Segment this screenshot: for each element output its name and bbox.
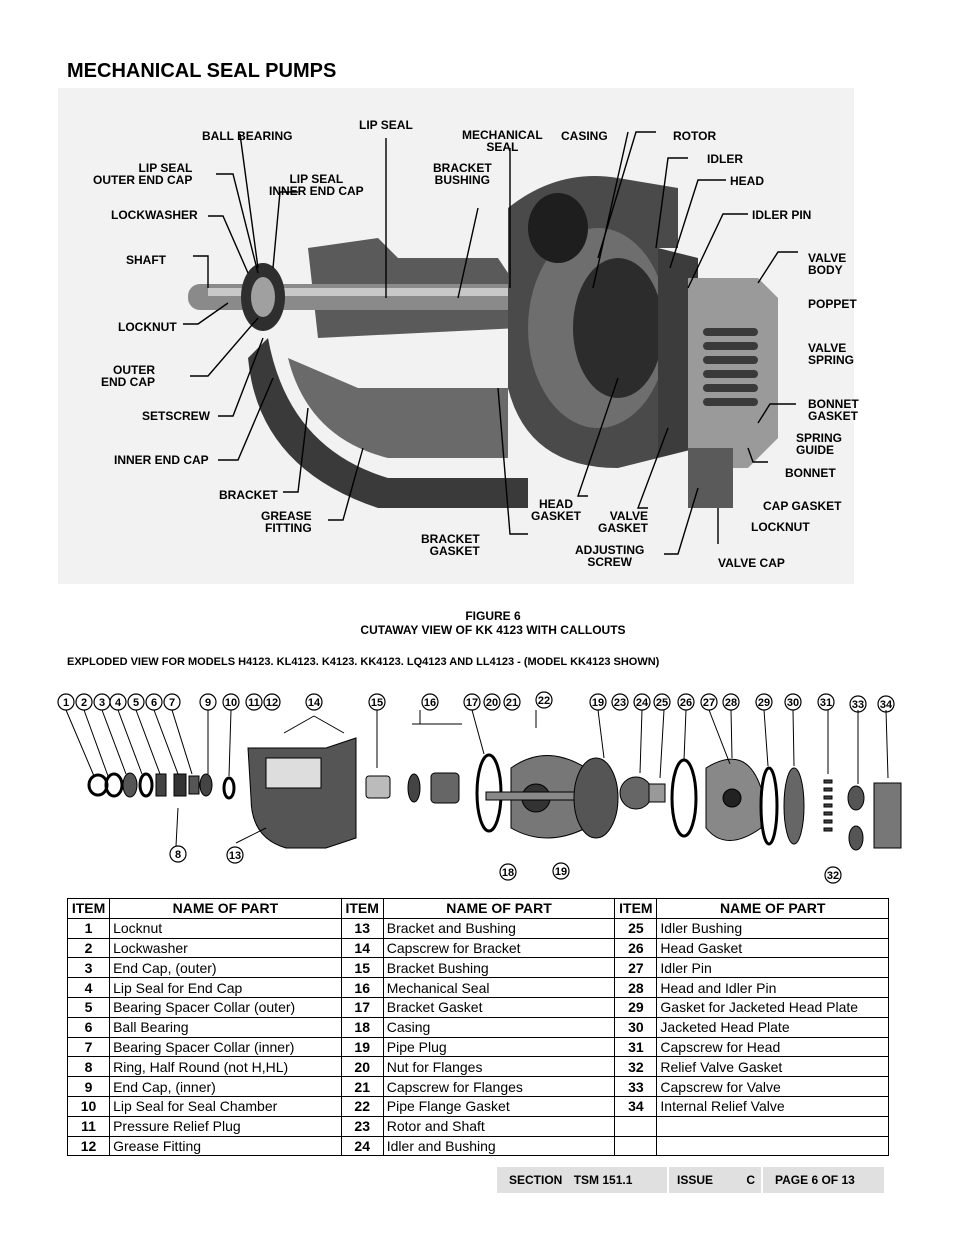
part-number-label: 3 [98,697,106,709]
callout-head-gasket: HEAD GASKET [531,497,582,523]
callout-valve-gasket: VALVE GASKET [598,509,649,535]
part-name-cell: Capscrew for Flanges [383,1077,615,1097]
callout-mechanical-seal: MECHANICAL SEAL [462,128,543,154]
item-number-cell: 29 [615,997,657,1017]
callout-shaft: SHAFT [126,253,166,267]
part-number-label: 19 [591,697,605,709]
item-number-cell: 7 [68,1037,110,1057]
part-name-cell: Bearing Spacer Collar (inner) [110,1037,342,1057]
part-name-cell: Lip Seal for End Cap [110,978,342,998]
footer-issue [669,1167,761,1193]
callout-lockwasher: LOCKWASHER [111,208,198,222]
part-number-label: 8 [174,849,182,861]
item-number-cell [615,1116,657,1136]
table-row [68,918,889,938]
item-number-cell: 17 [341,997,383,1017]
table-row [68,1096,889,1116]
figure-description: CUTAWAY VIEW OF KK 4123 WITH CALLOUTS [360,623,626,637]
callout-poppet: POPPET [808,297,857,311]
part-name-cell: Ball Bearing [110,1017,342,1037]
item-number-cell: 20 [341,1057,383,1077]
item-number-cell: 11 [68,1116,110,1136]
part-number-label: 24 [635,697,649,709]
table-row [68,1057,889,1077]
item-number-cell: 8 [68,1057,110,1077]
table-row [68,1017,889,1037]
part-name-cell: Bracket and Bushing [383,918,615,938]
table-row [68,1136,889,1156]
item-number-cell: 14 [341,938,383,958]
part-name-cell: Locknut [110,918,342,938]
part-number-label: 34 [879,699,893,711]
part-name-cell: Gasket for Jacketed Head Plate [657,997,889,1017]
part-name-cell: Relief Valve Gasket [657,1057,889,1077]
figure-caption [280,609,706,637]
item-number-cell: 30 [615,1017,657,1037]
part-name-cell: Casing [383,1017,615,1037]
callout-bracket: BRACKET [219,488,278,502]
item-number-cell: 5 [68,997,110,1017]
item-number-cell: 25 [615,918,657,938]
part-name-cell: End Cap, (inner) [110,1077,342,1097]
col-item-1: ITEM [68,899,110,919]
item-number-cell: 10 [68,1096,110,1116]
part-number-label: 5 [132,697,140,709]
footer-page-number: PAGE 6 OF 13 [775,1173,855,1187]
item-number-cell: 32 [615,1057,657,1077]
callout-inner-end-cap: INNER END CAP [114,453,209,467]
figure-number: FIGURE 6 [465,609,521,623]
part-name-cell: End Cap, (outer) [110,958,342,978]
part-name-cell: Ring, Half Round (not H,HL) [110,1057,342,1077]
part-name-cell: Idler Pin [657,958,889,978]
table-row [68,997,889,1017]
col-name-3: NAME OF PART [657,899,889,919]
part-number-label: 2 [80,697,88,709]
part-name-cell: Bearing Spacer Collar (outer) [110,997,342,1017]
callout-lip-seal-inner-end-cap: LIP SEAL INNER END CAP [269,172,364,198]
callout-cap-gasket: CAP GASKET [763,499,842,513]
exploded-view-illustration [56,688,902,888]
callout-rotor: ROTOR [673,129,717,143]
part-name-cell: Capscrew for Valve [657,1077,889,1097]
part-number-label: 14 [307,697,321,709]
part-number-label: 32 [826,870,840,882]
part-number-label: 23 [613,697,627,709]
item-number-cell: 16 [341,978,383,998]
callout-bonnet: BONNET [785,466,836,480]
footer-section-value: TSM 151.1 [573,1173,633,1187]
part-number-label: 16 [423,697,437,709]
callout-locknut: LOCKNUT [118,320,177,334]
callout-idler-pin: IDLER PIN [752,208,812,222]
callout-adjusting-screw: ADJUSTING SCREW [575,543,645,569]
table-row [68,1116,889,1136]
part-number-label: 33 [851,699,865,711]
part-name-cell: Jacketed Head Plate [657,1017,889,1037]
item-number-cell: 23 [341,1116,383,1136]
callout-valve-body: VALVE BODY [808,251,847,277]
item-number-cell: 28 [615,978,657,998]
part-name-cell: Nut for Flanges [383,1057,615,1077]
part-name-cell: Internal Relief Valve [657,1096,889,1116]
part-number-label: 6 [150,697,158,709]
part-number-label: 19 [554,866,568,878]
part-name-cell: Idler and Bushing [383,1136,615,1156]
item-number-cell: 33 [615,1077,657,1097]
item-number-cell: 31 [615,1037,657,1057]
table-row [68,1077,889,1097]
footer-section [497,1167,667,1193]
part-number-label: 30 [786,697,800,709]
callout-outer-end-cap: OUTER END CAP [101,363,156,389]
part-number-label: 1 [62,697,70,709]
part-name-cell [657,1136,889,1156]
item-number-cell: 27 [615,958,657,978]
part-name-cell: Pipe Flange Gasket [383,1096,615,1116]
part-number-label: 7 [168,697,176,709]
part-name-cell: Capscrew for Bracket [383,938,615,958]
item-number-cell: 34 [615,1096,657,1116]
callout-casing: CASING [561,129,608,143]
part-number-label: 18 [501,867,515,879]
col-item-3: ITEM [615,899,657,919]
item-number-cell: 12 [68,1136,110,1156]
item-number-cell [615,1136,657,1156]
part-number-label: 29 [757,697,771,709]
item-number-cell: 4 [68,978,110,998]
item-number-cell: 24 [341,1136,383,1156]
callout-lip-seal-outer-end-cap: LIP SEAL OUTER END CAP [93,161,193,187]
callout-valve-cap: VALVE CAP [718,556,785,570]
part-number-label: 4 [114,697,122,709]
callout-valve-spring: VALVE SPRING [808,341,855,367]
callout-lip-seal: LIP SEAL [359,118,413,132]
callout-spring-guide: SPRING GUIDE [796,431,843,457]
item-number-cell: 3 [68,958,110,978]
part-number-label: 13 [228,850,242,862]
callout-setscrew: SETSCREW [142,409,211,423]
item-number-cell: 18 [341,1017,383,1037]
item-number-cell: 22 [341,1096,383,1116]
part-number-label: 21 [505,697,519,709]
item-number-cell: 15 [341,958,383,978]
part-number-label: 12 [265,697,279,709]
callout-bracket-gasket: BRACKET GASKET [421,532,480,558]
callout-idler: IDLER [707,152,743,166]
part-name-cell: Lip Seal for Seal Chamber [110,1096,342,1116]
item-number-cell: 26 [615,938,657,958]
callout-bracket-bushing: BRACKET BUSHING [433,161,492,187]
part-number-label: 11 [248,697,260,709]
col-name-2: NAME OF PART [383,899,615,919]
part-number-label: 15 [370,697,384,709]
part-name-cell: Idler Bushing [657,918,889,938]
part-number-label: 9 [204,697,212,709]
part-name-cell: Head and Idler Pin [657,978,889,998]
table-row [68,978,889,998]
part-number-label: 26 [679,697,693,709]
part-number-label: 28 [724,697,738,709]
callout-ball-bearing: BALL BEARING [202,129,293,143]
part-number-label: 31 [819,697,833,709]
item-number-cell: 21 [341,1077,383,1097]
part-name-cell: Bracket Bushing [383,958,615,978]
part-name-cell: Bracket Gasket [383,997,615,1017]
callout-bonnet-gasket: BONNET GASKET [808,397,859,423]
callout-head: HEAD [730,174,765,188]
table-row [68,938,889,958]
part-name-cell: Head Gasket [657,938,889,958]
part-number-label: 10 [224,697,238,709]
footer-issue-value: C [746,1173,756,1187]
callout-grease-fitting: GREASE FITTING [261,509,312,535]
item-number-cell: 1 [68,918,110,938]
part-name-cell: Rotor and Shaft [383,1116,615,1136]
item-number-cell: 9 [68,1077,110,1097]
table-row [68,1037,889,1057]
part-name-cell: Pipe Plug [383,1037,615,1057]
part-number-label: 27 [702,697,716,709]
item-number-cell: 2 [68,938,110,958]
parts-table [67,898,889,1156]
col-item-2: ITEM [341,899,383,919]
part-number-label: 20 [485,697,499,709]
footer-section-label: SECTION [509,1173,563,1187]
part-name-cell: Grease Fitting [110,1136,342,1156]
item-number-cell: 13 [341,918,383,938]
part-name-cell: Pressure Relief Plug [110,1116,342,1136]
parts-table-header [68,899,889,919]
col-name-1: NAME OF PART [110,899,342,919]
part-number-label: 22 [537,695,551,707]
part-number-label: 17 [465,697,479,709]
part-name-cell: Mechanical Seal [383,978,615,998]
part-name-cell [657,1116,889,1136]
page-title: MECHANICAL SEAL PUMPS [67,60,337,82]
item-number-cell: 6 [68,1017,110,1037]
callout-locknut-right: LOCKNUT [751,520,810,534]
footer-issue-label: ISSUE [677,1173,714,1187]
part-name-cell: Lockwasher [110,938,342,958]
table-row [68,958,889,978]
footer-page [763,1167,884,1193]
part-number-label: 25 [655,697,669,709]
part-name-cell: Capscrew for Head [657,1037,889,1057]
exploded-view-title: EXPLODED VIEW FOR MODELS H4123. KL4123. K4123. KK4123. LQ4123 AND LL4123 - (MODEL KK4123 SHOWN) [67,656,660,668]
item-number-cell: 19 [341,1037,383,1057]
